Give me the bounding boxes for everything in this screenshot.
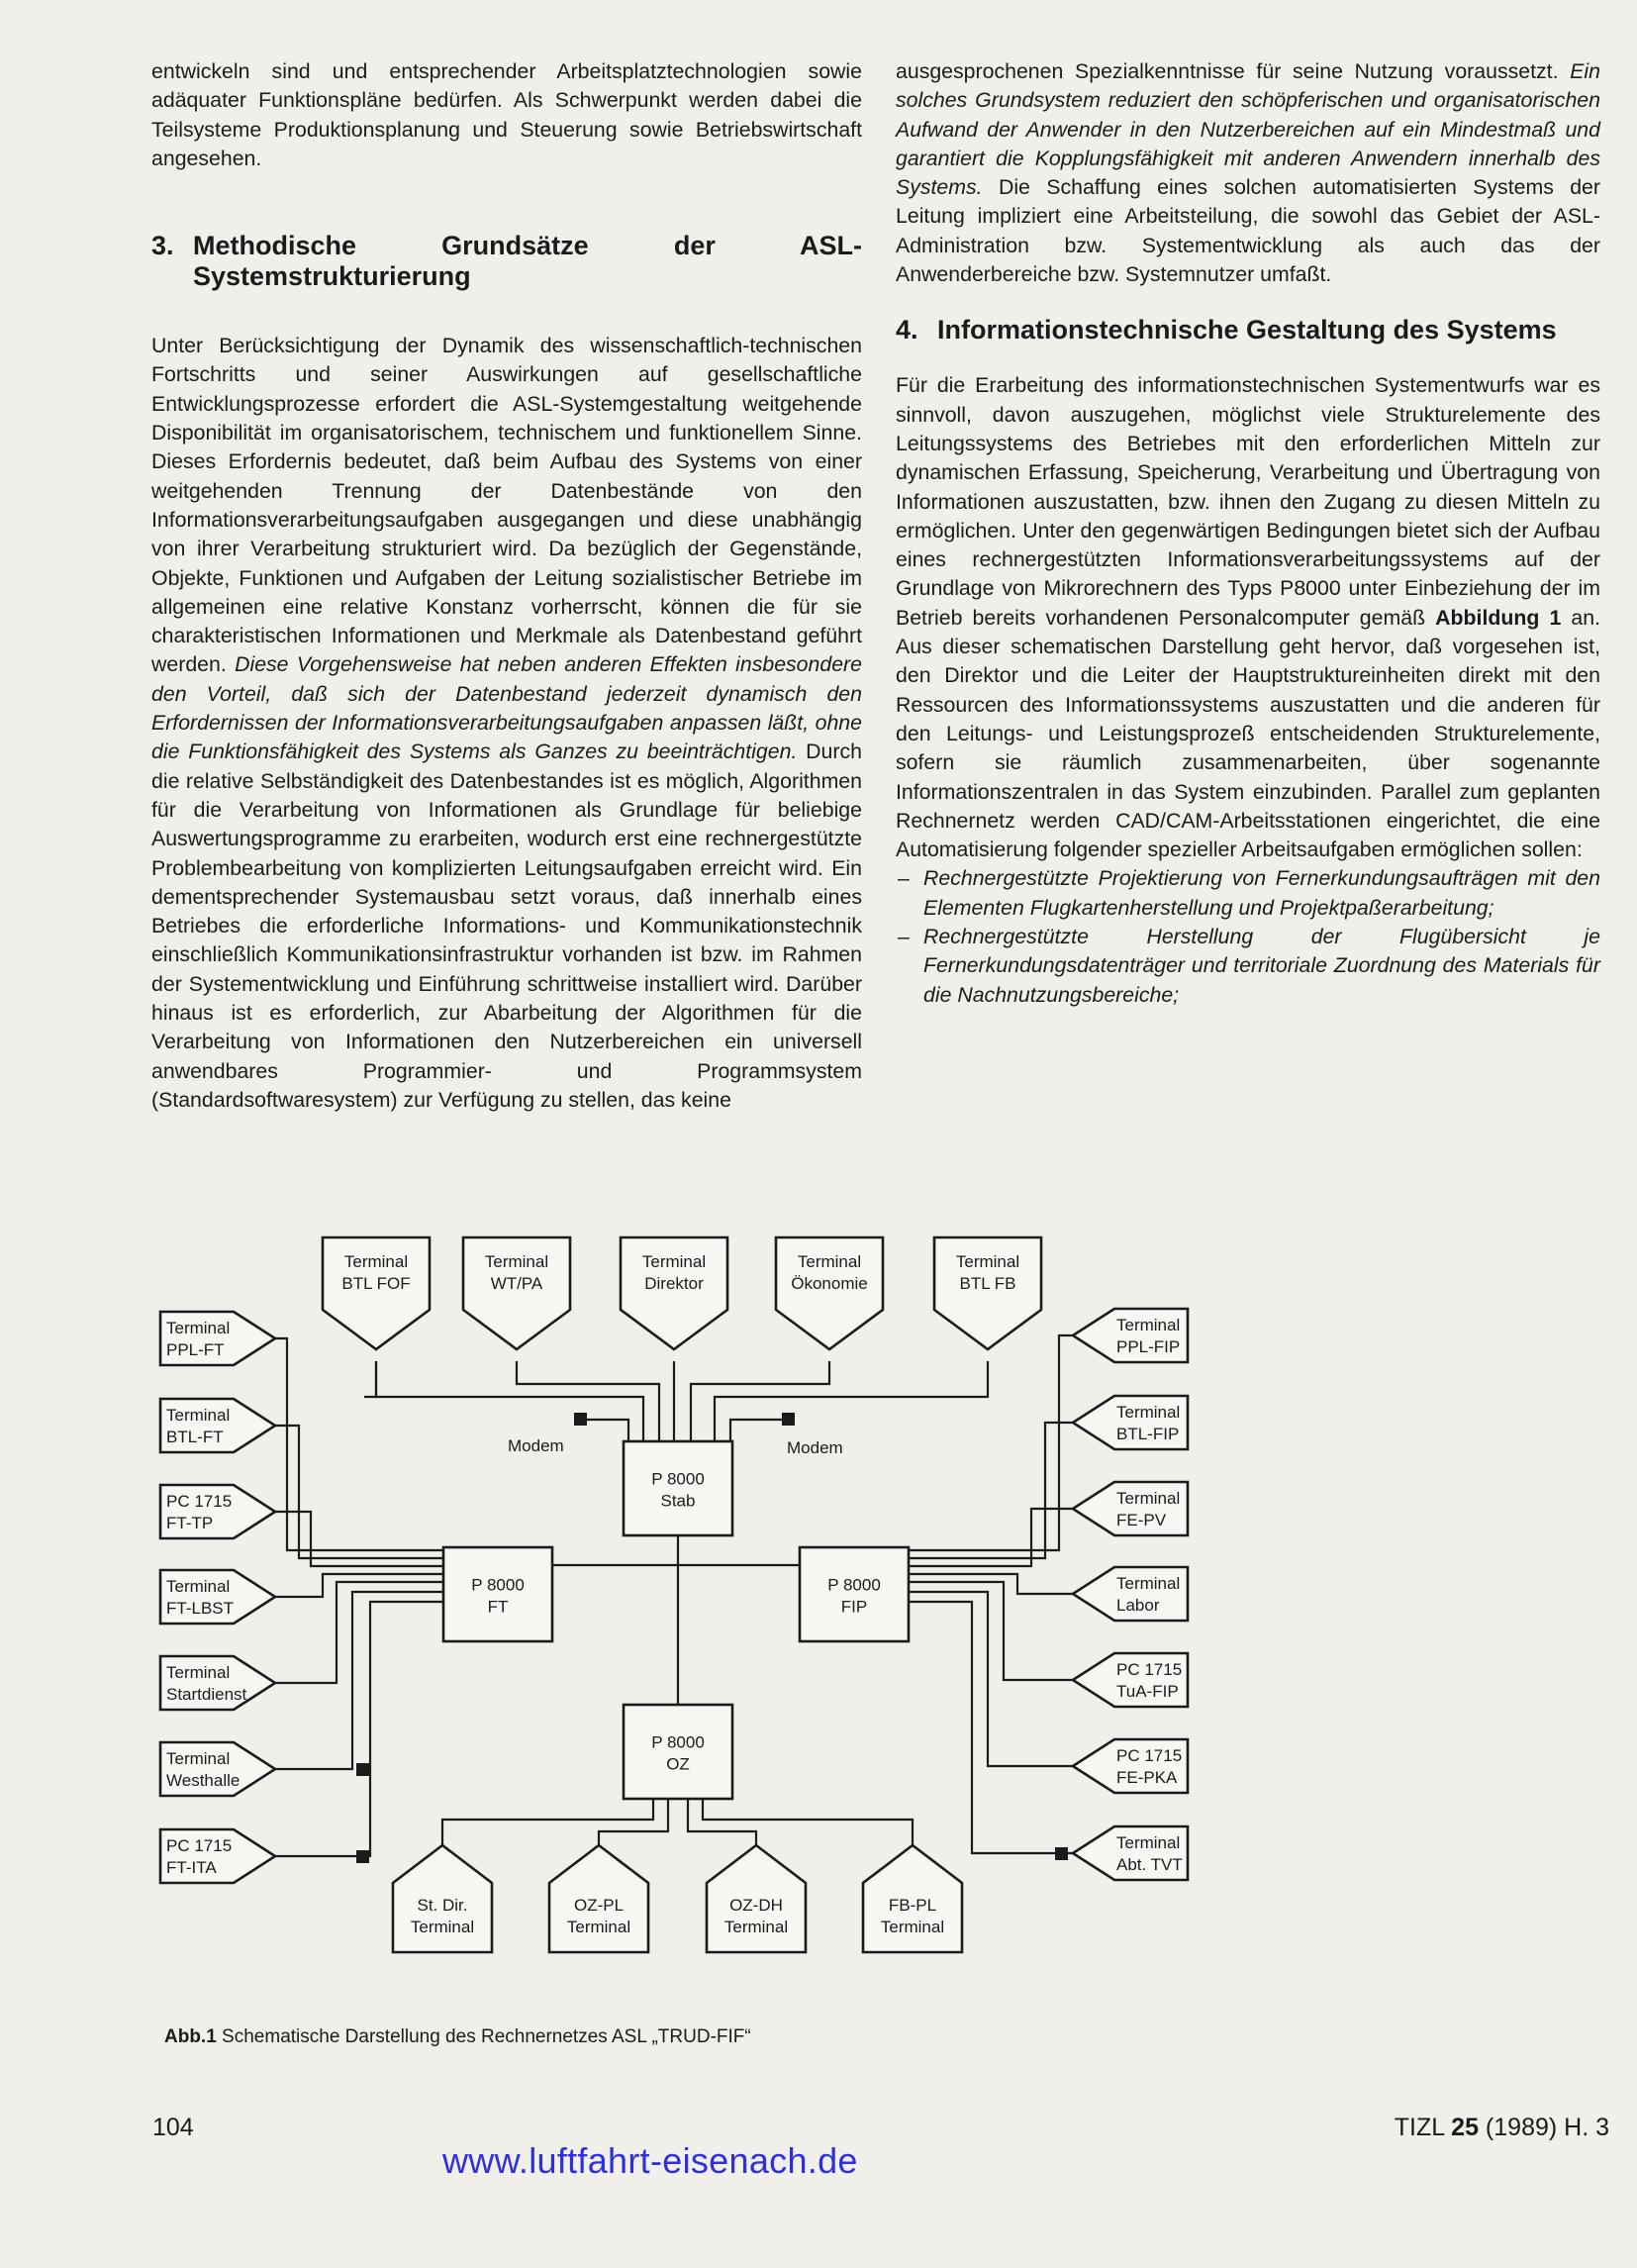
intro-paragraph: entwickeln sind und entsprechender Arbeitsplatztechnologien sowie adäquater Funktionspläne bedürfen. Als Schwerpunkt werden dabei die Teilsysteme Produktionsplanung und Steuerung sowie Betriebswirtschaft angesehen. [151,59,862,170]
connection-line [909,1335,1073,1550]
connection-line [688,1799,756,1845]
node-label: Terminal [1116,1489,1181,1508]
modem-icon [574,1413,587,1426]
journal-volume: 25 [1451,2114,1479,2141]
node-label: P 8000 [651,1469,705,1489]
continued-text-a: ausgesprochenen Spezialkenntnisse für seine Nutzung voraussetzt. [896,59,1571,83]
connection-line [275,1602,443,1856]
continued-paragraph [896,57,1600,289]
node-label: BTL FB [959,1274,1016,1293]
node-label: Terminal [410,1918,475,1936]
node-label: Terminal [484,1252,549,1271]
page-number: 104 [152,2114,194,2141]
node-label: Terminal [723,1918,789,1936]
caption-label: Abb.1 [164,2026,217,2047]
figure-reference: Abbildung 1 [1435,605,1562,630]
section-4-text-a: Für die Erarbeitung des informationstechnischen Systementwurfs war es sinnvoll, davon auszugehen, möglichst viele Strukturelemente des Leitungssystems des Betriebes mit den erforderlichen Mitteln zur dynamischen Erfassung, Speicherung, Verarbeitung und Übertragung von Informationen auszustatten, bzw. ihnen den Zugang zu diesen Mitteln zu ermöglichen. Unter den gegenwärtigen Bedingungen bietet sich der Aufbau eines rechnergestützten Informationsverarbeitungssystems auf der Grundlage von Mikrorechnern des Typs P8000 unter Einbeziehung der im Betrieb bereits vorhandenen Personalcomputer gemäß [896,373,1600,630]
node-label: Terminal [880,1918,945,1936]
node-label: PC 1715 [166,1836,233,1855]
right-column [896,57,1600,1010]
node-label: Abt. TVT [1116,1855,1183,1874]
node-label: Terminal [166,1406,231,1425]
left-column [151,57,862,1115]
node-label: Terminal [566,1918,631,1936]
journal-reference [1395,2114,1609,2142]
modem-icon [356,1763,369,1776]
node-label: Terminal [1116,1403,1181,1422]
connection-line [584,1420,628,1441]
node-label: PC 1715 [166,1492,233,1511]
section-4-heading [896,315,1600,345]
node-label: BTL-FIP [1116,1425,1180,1443]
connection-line [364,1361,376,1397]
computer-p8000-oz [624,1705,732,1799]
network-diagram [148,1226,1633,2018]
node-label: Terminal [1116,1574,1181,1593]
node-label: PPL-FIP [1116,1337,1181,1356]
connection-line [275,1574,443,1597]
node-label: WT/PA [490,1274,543,1293]
computer-p8000-fip [800,1547,909,1641]
computer-p8000-ft [443,1547,552,1641]
section-4-paragraph [896,371,1600,864]
node-label: Stab [660,1491,696,1511]
connection-line [691,1361,829,1441]
connection-line [517,1361,659,1441]
section-4-number: 4. [896,315,918,345]
node-label: Terminal [166,1749,231,1768]
node-label: Terminal [641,1252,707,1271]
computer-p8000-stab [624,1441,732,1535]
node-label: BTL FOF [341,1274,411,1293]
connection-line [730,1420,785,1441]
connection-line [909,1582,1073,1680]
node-label: P 8000 [651,1732,705,1752]
connection-line [275,1426,443,1558]
connection-line [442,1799,653,1845]
journal-name: TIZL [1394,2114,1452,2141]
task-list-item: – Rechnergestützte Herstellung der Flugübersicht je Fernerkundungsdatenträger und territoriale Zuordnung des Materials für die Nachnutzungsbereiche; [896,923,1600,1010]
node-label: Terminal [797,1252,862,1271]
node-label: Terminal [166,1663,231,1682]
section-3-italic: Diese Vorgehensweise hat neben anderen Effekten insbesondere den Vorteil, daß sich der Datenbestand jederzeit dynamisch den Erfordernissen der Informationsverarbeitungsaufgaben anpassen läßt, ohne die Funktionsfähigkeit des Systems als Ganzes zu beeinträchtigen. [151,652,862,764]
node-label: FB-PL [888,1896,937,1915]
modem-icon [356,1850,369,1863]
watermark-url[interactable]: www.luftfahrt-eisenach.de [442,2140,858,2181]
node-label: FE-PV [1116,1511,1167,1529]
node-label: Terminal [1116,1316,1181,1334]
connection-line [703,1799,913,1845]
caption-text: Schematische Darstellung des Rechnernetzes ASL „TRUD-FIF“ [216,2026,751,2047]
journal-issue: (1989) H. 3 [1478,2114,1609,2141]
connection-line [376,1361,643,1441]
connection-line [599,1799,668,1845]
figure-caption [164,2026,751,2048]
continued-text-b: Die Schaffung eines solchen automatisierten Systems der Leitung impliziert eine Arbeitsteilung, die sowohl das Gebiet der ASL-Administration bzw. Systementwicklung als auch das der Anwenderbereiche bzw. Systemnutzer umfaßt. [896,175,1600,287]
section-4-title: Informationstechnische Gestaltung des Systems [937,315,1557,345]
node-label: FT-LBST [166,1599,235,1618]
section-3-number: 3. [151,231,174,261]
continued-italic: Ein solches Grundsystem reduziert den schöpferischen und organisatorischen Aufwand der Anwender in den Nutzerbereichen auf ein Mindestmaß und garantiert die Kopplungsfähigkeit mit anderen Anwendern innerhalb des Systems. [896,59,1600,200]
node-label: Direktor [644,1274,704,1293]
node-label: BTL-FT [166,1428,224,1446]
task-list [896,864,1600,1009]
node-label: FT-TP [166,1514,214,1532]
section-3-text-a: Unter Berücksichtigung der Dynamik des wissenschaftlich-technischen Fortschritts und seiner Auswirkungen auf gesellschaftliche Entwicklungsprozesse erfordert die ASL-Systemgestaltung weitgehende Disponibilität im organisatorischem, technischem und funktionellem Sinne. Dieses Erfordernis bedeutet, daß beim Aufbau des Systems von einer weitgehenden Trennung der Datenbestände von den Informationsverarbeitungsaufgaben ausgegangen und diese unabhängig von ihrer Verarbeitung strukturiert wird. Da bezüglich der Gegenstände, Objekte, Funktionen und Aufgaben der Leitung sozialistischer Betriebe im allgemeinen eine relative Konstanz vorherrscht, können die für sie charakteristischen Informationen und Merkmale als Datenbestand geführt werden. [151,334,862,677]
node-label: Terminal [1116,1833,1181,1852]
node-label: FT [487,1597,509,1617]
node-label: Westhalle [166,1771,241,1790]
node-label: PC 1715 [1116,1660,1183,1679]
node-label: Terminal [343,1252,409,1271]
node-label: TuA-FIP [1116,1682,1179,1701]
section-4-text-b: an. Aus dieser schematischen Darstellung geht hervor, daß vorgesehen ist, den Direktor und die Leiter der Hauptstruktureinheiten direkt mit den Ressourcen des Informationssystems auszustatten und die anderen für den Leitungs- und Leistungsprozeß entscheidenden Strukturelemente, sofern sie räumlich zusammenarbeiten, über sogenannte Informationszentralen in das System einzubinden. Parallel zum geplanten Rechnernetz werden CAD/CAM-Arbeitsstationen eingerichtet, die eine Automatisierung folgender spezieller Arbeitsaufgaben ermöglichen sollen: [896,605,1601,862]
node-label: Modem [508,1436,564,1455]
node-label: St. Dir. [417,1896,468,1915]
node-label: FE-PKA [1116,1768,1178,1787]
connection-line [909,1423,1073,1558]
node-label: FIP [840,1597,868,1617]
node-label: P 8000 [827,1575,881,1595]
node-label: Ökonomie [791,1274,868,1293]
node-label: Modem [787,1438,843,1457]
connection-line [715,1361,988,1441]
connection-line [275,1338,443,1550]
connection-line [275,1592,443,1769]
node-label: Terminal [166,1577,231,1596]
node-label: Startdienst [166,1685,247,1704]
node-label: PC 1715 [1116,1746,1183,1765]
section-3-paragraph [151,332,862,1115]
node-label: OZ [666,1754,690,1774]
node-label: Terminal [955,1252,1020,1271]
node-label: P 8000 [471,1575,525,1595]
modem-icon [1055,1847,1068,1860]
task-list-item: – Rechnergestützte Projektierung von Fernerkundungsaufträgen mit den Elementen Flugkartenherstellung und Projektpaßerarbeitung; [896,864,1600,923]
section-3-title: Methodische Grundsätze der ASL-Systemstrukturierung [193,231,862,292]
node-label: OZ-DH [729,1896,783,1915]
node-label: FT-ITA [166,1858,217,1877]
section-3-text-b: Durch die relative Selbständigkeit des Datenbestandes ist es möglich, Algorithmen für die Verarbeitung von Informationen als Grundlage für beliebige Auswertungsprogramme zu erarbeiten, wodurch erst eine rechnergestützte Problembearbeitung von komplizierten Leitungsaufgaben erreicht wird. Ein dementsprechender Systemausbau setzt voraus, daß innerhalb eines Betriebes die erforderliche Informations- und Kommunikationstechnik einschließlich Kommunikationsinfrastruktur vorhanden ist bzw. im Rahmen der Systementwicklung und Einführung schrittweise installiert wird. Darüber hinaus ist es erforderlich, zur Abarbeitung der Algorithmen für die Verarbeitung von Informationen den Nutzerbereichen ein universell anwendbares Programmier- und Programmsystem (Standardsoftwaresystem) zur Verfügung zu stellen, das keine [151,740,862,1112]
connection-line [909,1602,1073,1853]
node-label: Labor [1116,1596,1160,1615]
node-label: OZ-PL [573,1896,625,1915]
section-3-heading [151,231,862,292]
node-label: PPL-FT [166,1340,225,1359]
node-label: Terminal [166,1319,231,1337]
modem-icon [782,1413,795,1426]
